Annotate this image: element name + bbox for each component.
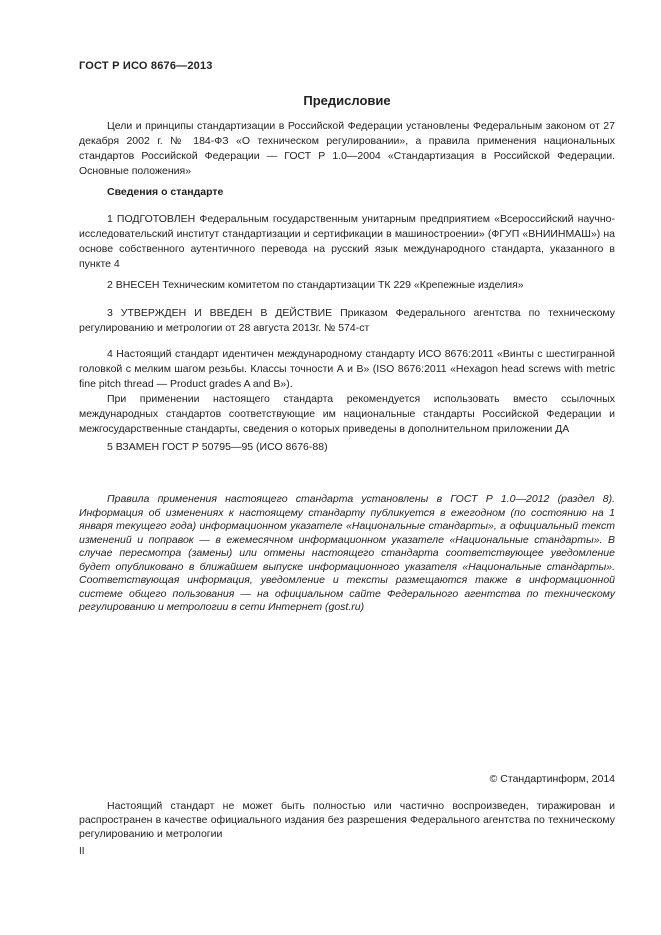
usage-notice	[79, 493, 615, 615]
item-4	[79, 347, 615, 437]
section-subheading: Сведения о стандарте	[107, 186, 224, 198]
intro-text: Цели и принципы стандартизации в Российской Федерации установлены Федеральным законом от 27 декабря 2002 г. № 184-ФЗ «О техническом регулировании», а правила применения национальных стандартов Российской Федерации — ГОСТ Р 1.0—2004 «Стандартизация в Российской Федерации. Основные положения»	[79, 120, 615, 177]
item-3-text: 3 УТВЕРЖДЕН И ВВЕДЕН В ДЕЙСТВИЕ Приказом Федерального агентства по техническому регулированию и метрологии от 28 августа 2013г. № 574-ст	[79, 307, 615, 334]
document-code-header: ГОСТ Р ИСО 8676—2013	[79, 60, 213, 72]
usage-notice-text: Правила применения настоящего стандарта установлены в ГОСТ Р 1.0—2012 (раздел 8). Информация об изменениях к настоящему стандарту публикуется в ежегодном (по состоянию на 1 января текущего года) информационном указателе «Национальные стандарты», а официальный текст изменений и поправок — в ежемесячном информационном указателе «Национальные стандарты». В случае пересмотра (замены) или отмены настоящего стандарта соответствующее уведомление будет опубликовано в ближайшем выпуске информационного указателя «Национальные стандарты». Соответствующая информация, уведомление и тексты размещаются также в информационной системе общего пользования — на официальном сайте Федерального агентства по техническому регулированию и метрологии в сети Интернет (gost.ru)	[79, 493, 615, 613]
intro-paragraph	[79, 119, 615, 179]
page-title: Предисловие	[303, 93, 391, 108]
copyright: © Стандартинформ, 2014	[489, 773, 615, 785]
item-2-text: 2 ВНЕСЕН Техническим комитетом по стандартизации ТК 229 «Крепежные изделия»	[107, 279, 524, 291]
item-5	[79, 440, 615, 455]
item-3	[79, 306, 615, 336]
item-4-text: 4 Настоящий стандарт идентичен международному стандарту ИСО 8676:2011 «Винты с шестигранной головкой с мелким шагом резьбы. Классы точности А и В» (ISO 8676:2011 «Hexagon head screws with metric fine pitch thread — Product grades A and B»).	[79, 348, 615, 390]
item-4-note: При применении настоящего стандарта рекомендуется использовать вместо ссылочных международных стандартов соответствующие им национальные стандарты Российской Федерации и межгосударственные стандарты, сведения о которых приведены в дополнительном приложении ДА	[79, 393, 615, 435]
item-1	[79, 212, 615, 272]
item-2	[79, 278, 615, 293]
item-1-text: 1 ПОДГОТОВЛЕН Федеральным государственным унитарным предприятием «Всероссийский научно-исследовательский институт стандартизации и сертификации в машиностроении» (ФГУП «ВНИИНМАШ») на основе собственного аутентичного перевода на русский язык международного стандарта, указанного в пункте 4	[79, 213, 615, 270]
page-number: II	[79, 846, 85, 857]
reproduction-notice	[79, 799, 615, 841]
item-5-text: 5 ВЗАМЕН ГОСТ Р 50795—95 (ИСО 8676-88)	[107, 441, 328, 453]
reproduction-notice-text: Настоящий стандарт не может быть полностью или частично воспроизведен, тиражирован и распространен в качестве официального издания без разрешения Федерального агентства по техническому регулированию и метрологии	[79, 800, 615, 840]
